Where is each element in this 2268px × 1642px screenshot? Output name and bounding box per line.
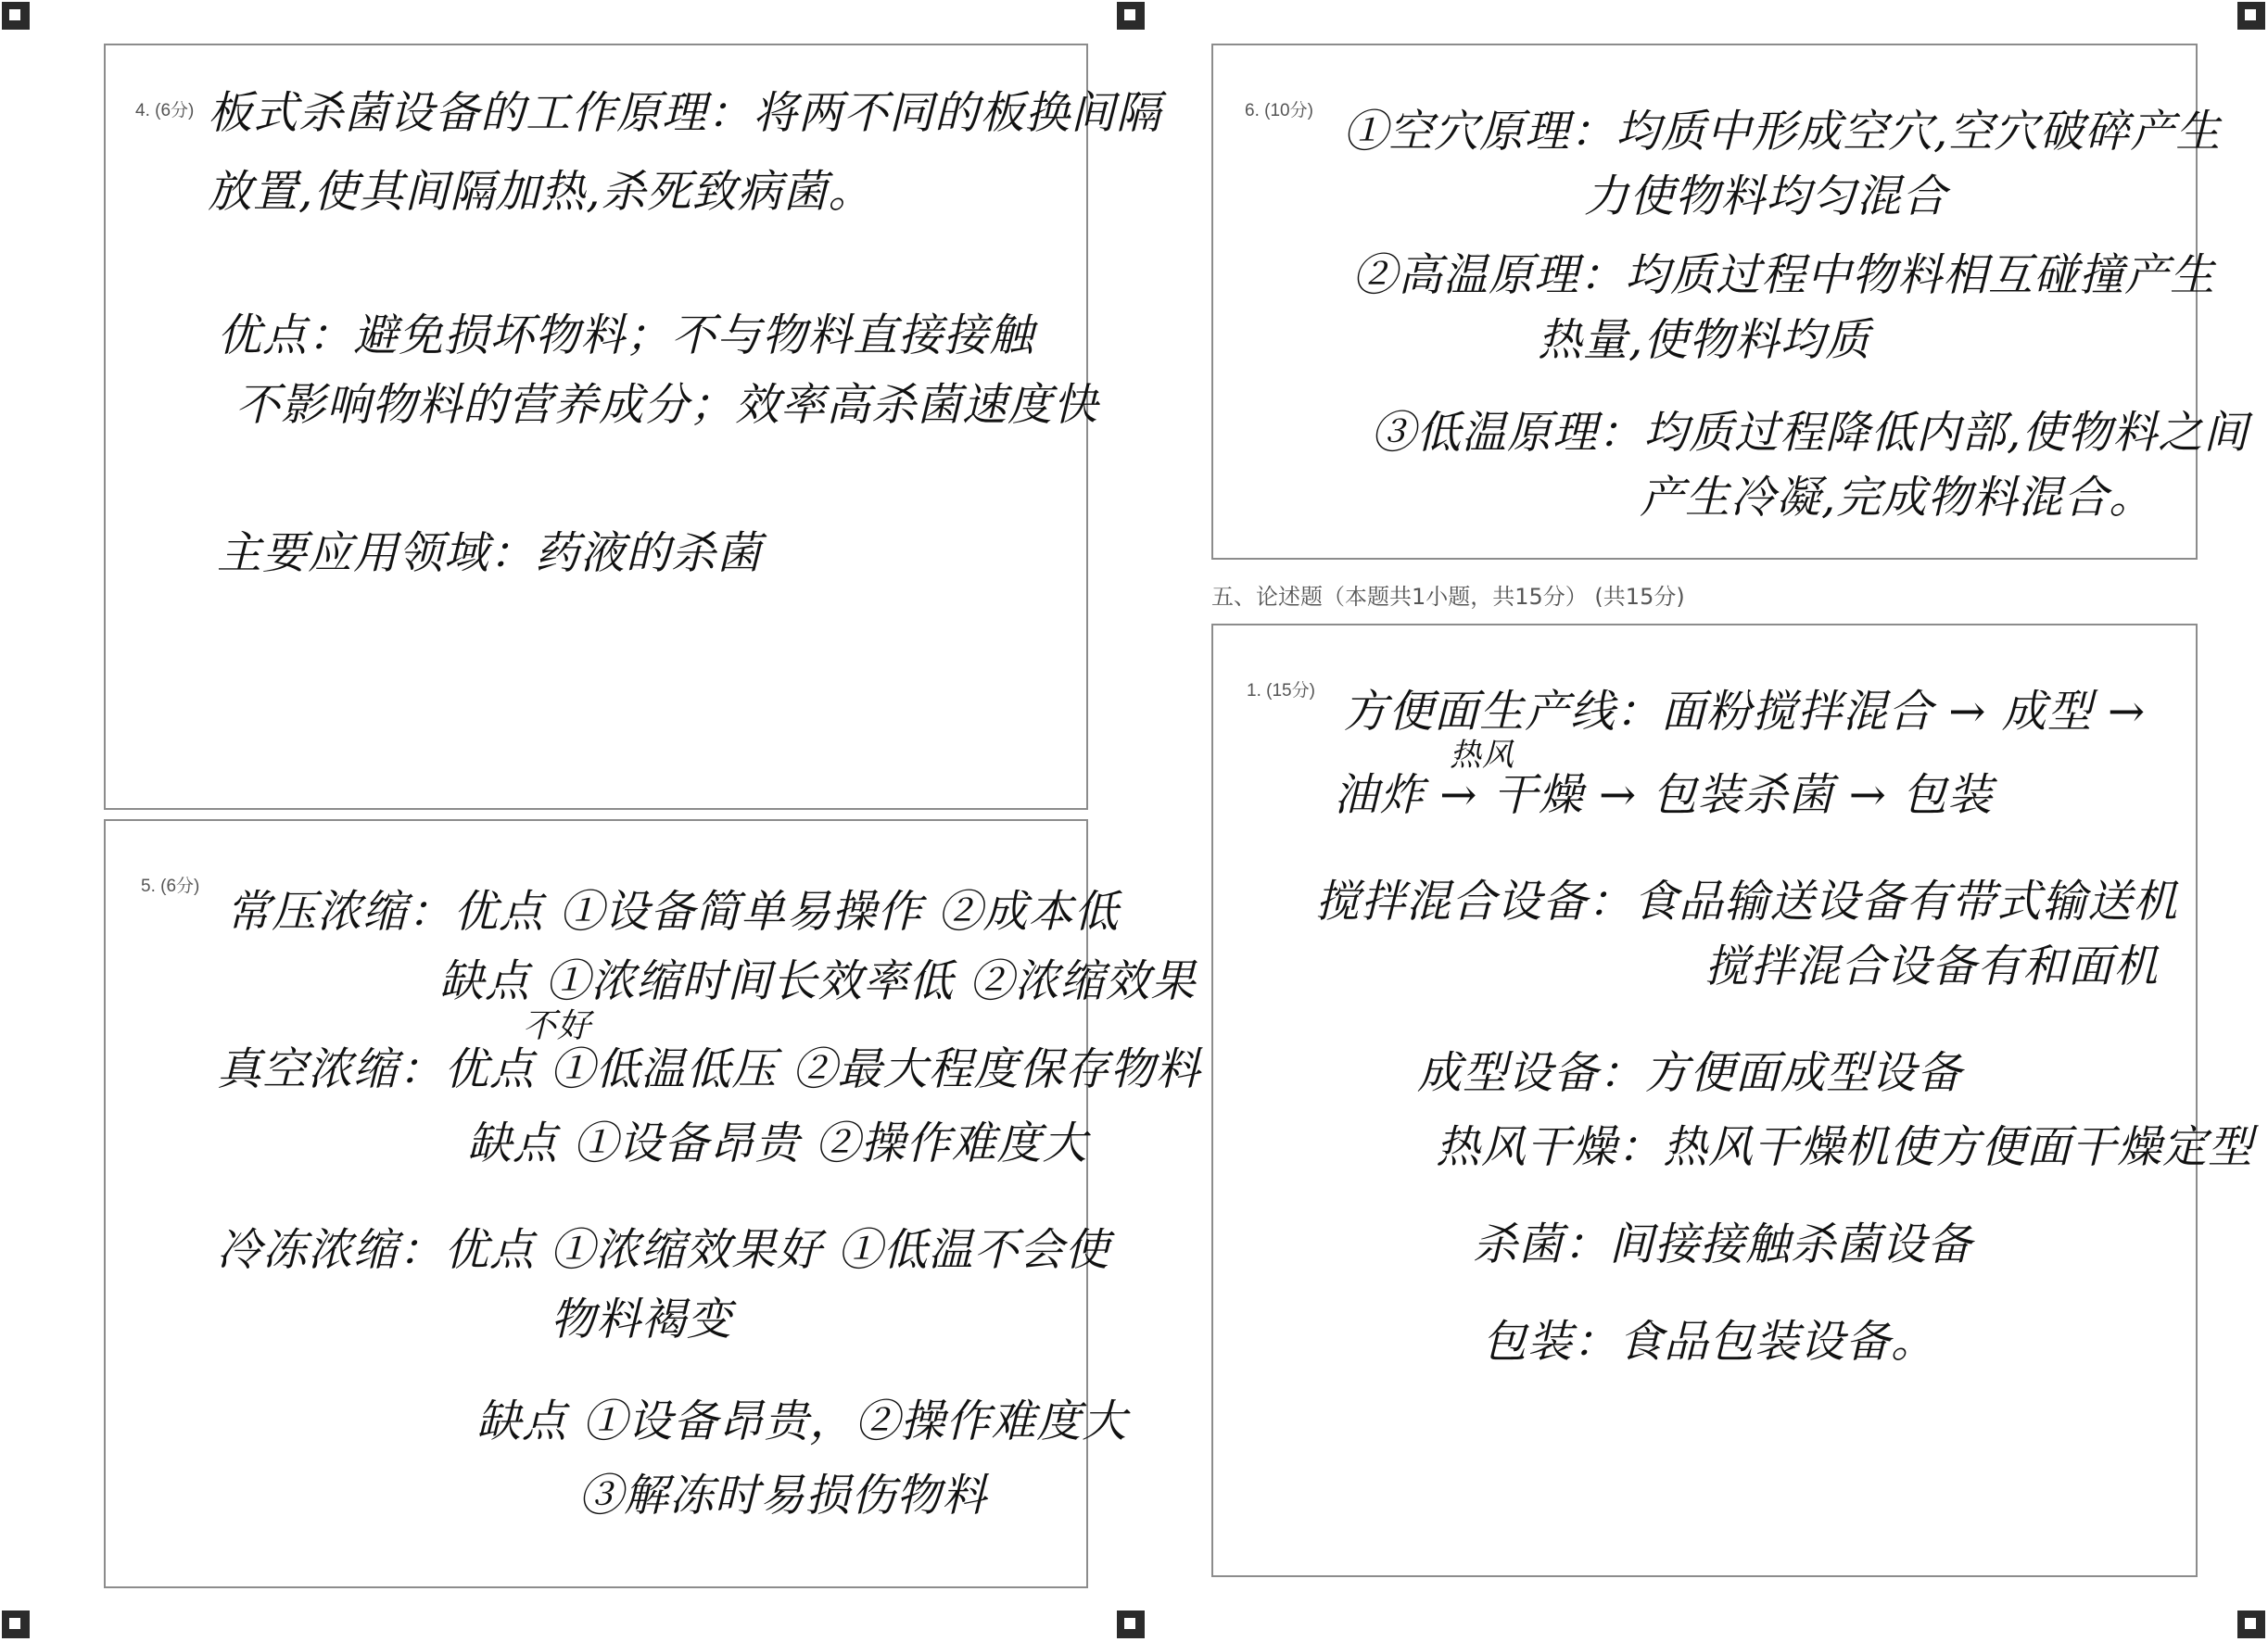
answer-box-essay-q1 <box>1211 624 2254 1577</box>
alignment-marker-top-middle <box>1117 2 1145 30</box>
answer-line: ③解冻时易损伤物料 <box>578 1470 988 1522</box>
answer-line: 产生冷凝,完成物料混合。 <box>1640 472 2155 524</box>
answer-line: 板式杀菌设备的工作原理：将两不同的板换间隔 <box>208 87 1162 139</box>
answer-line: 搅拌混合设备有和面机 <box>1704 941 2160 992</box>
question-label: 4. (6分) <box>135 101 195 120</box>
question-label: 1. (15分) <box>1247 681 1315 701</box>
alignment-marker-bottom-middle <box>1117 1610 1145 1638</box>
alignment-marker-bottom-right <box>2237 1610 2265 1638</box>
answer-box-q5 <box>104 819 1201 1588</box>
answer-box-q4 <box>104 44 1162 810</box>
answer-line: 热风干燥：热风干燥机使方便面干燥定型 <box>1436 1121 2254 1173</box>
answer-line: 搅拌混合设备：食品输送设备有带式输送机 <box>1315 876 2179 928</box>
answer-line: 热量,使物料均质 <box>1538 314 1871 366</box>
answer-line: 冷冻浓缩：优点 ①浓缩效果好 ①低温不会使 <box>217 1224 1110 1276</box>
answer-line: 主要应用领域：药液的杀菌 <box>217 527 763 579</box>
answer-line: 缺点 ①设备昂贵 ②操作难度大 <box>467 1118 1088 1169</box>
answer-line: 热风 <box>1450 737 1514 774</box>
answer-line: 优点：避免损坏物料；不与物料直接接触 <box>217 309 1035 361</box>
answer-line: ③低温原理：均质过程降低内部,使物料之间 <box>1371 407 2249 459</box>
answer-line: 缺点 ①浓缩时间长效率低 ②浓缩效果 <box>439 955 1197 1007</box>
answer-line: 不好 <box>523 1007 592 1045</box>
answer-line: 物料褐变 <box>551 1294 733 1345</box>
answer-line: ①空穴原理：均质中形成空穴,空穴破碎产生 <box>1343 106 2222 158</box>
question-label: 6. (10分) <box>1245 101 1313 120</box>
answer-line: 力使物料均匀混合 <box>1584 171 1948 222</box>
answer-line: 杀菌：间接接触杀菌设备 <box>1473 1219 1973 1270</box>
answer-line: 真空浓缩：优点 ①低温低压 ②最大程度保存物料 <box>217 1043 1201 1095</box>
question-label: 5. (6分) <box>141 877 200 896</box>
section-heading: 五、论述题（本题共1小题，共15分） (共15分) <box>1211 584 1685 610</box>
answer-line: 缺点 ①设备昂贵，②操作难度大 <box>476 1396 1128 1447</box>
answer-line: 成型设备：方便面成型设备 <box>1417 1047 1963 1099</box>
answer-line: 放置,使其间隔加热,杀死致病菌。 <box>208 166 874 218</box>
alignment-marker-top-left <box>2 2 30 30</box>
alignment-marker-top-right <box>2237 2 2265 30</box>
alignment-marker-bottom-left <box>2 1610 30 1638</box>
answer-line: 包装：食品包装设备。 <box>1482 1316 1937 1368</box>
answer-line: 常压浓缩：优点 ①设备简单易操作 ②成本低 <box>226 886 1120 938</box>
answer-line: 油炸 → 干燥 → 包装杀菌 → 包装 <box>1334 769 1994 821</box>
answer-box-q6 <box>1211 44 2249 560</box>
answer-line: ②高温原理：均质过程中物料相互碰撞产生 <box>1352 249 2216 301</box>
answer-line: 不影响物料的营养成分；效率高杀菌速度快 <box>235 379 1099 431</box>
answer-line: 方便面生产线：面粉搅拌混合 → 成型 → <box>1343 686 2147 738</box>
